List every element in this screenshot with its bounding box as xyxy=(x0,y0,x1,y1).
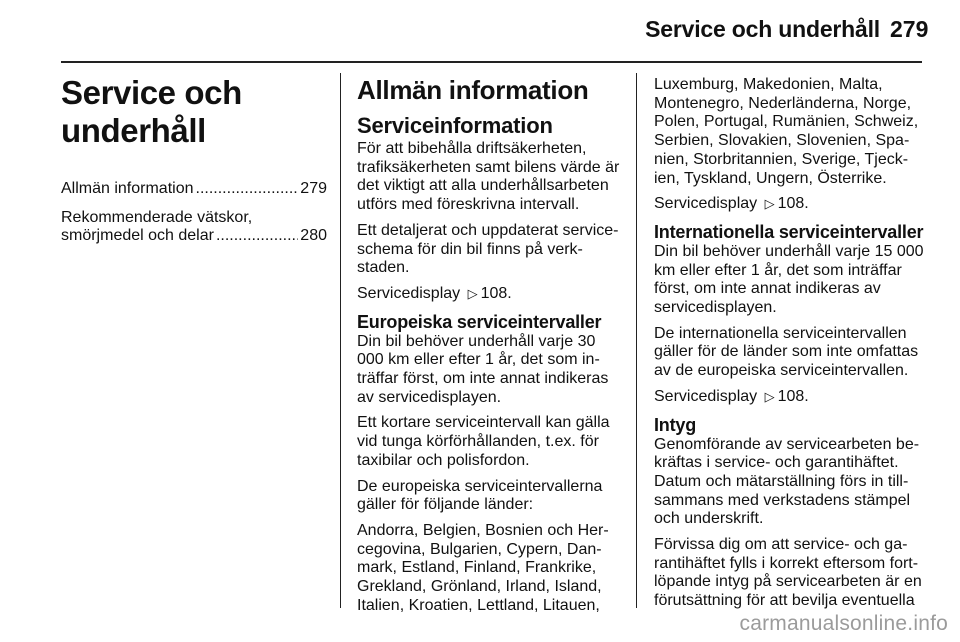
watermark: carmanualsonline.info xyxy=(739,612,948,635)
paragraph: Genomförande av servicearbeten bekräftas i service- och garantihäftet. Datum och mätarställning förs in tillsammans med verkstadens stämpel och underskrift. xyxy=(654,435,920,528)
toc-entry-vatskor[interactable] xyxy=(61,209,327,246)
subsection-title-europeiska: Europeiska serviceintervaller xyxy=(357,311,602,332)
paragraph: Din bil behöver underhåll varje 15 000 km eller efter 1 år, det som inträffar först, om inte annat indikeras av servicedisplayen. xyxy=(654,242,924,317)
paragraph: Förvissa dig om att service- och garantihäftet fylls i korrekt eftersom fortlöpande intyg på servicearbeten är en förutsättning för att bevilja eventuella xyxy=(654,536,922,610)
toc-leader-dots xyxy=(196,180,299,199)
toc-entry-allman[interactable] xyxy=(61,180,327,199)
cross-reference-label: Servicedisplay xyxy=(357,284,461,302)
paragraph: Luxemburg, Makedonien, Malta, Montenegro, Nederländerna, Norge, Polen, Portugal, Rumänien, Schweiz, Serbien, Slovakien, Slovenien, Spanien, Storbritannien, Sverige, Tjeckien, Tyskland, Ungern, Österrike. xyxy=(654,76,919,187)
cross-reference-page: 108. xyxy=(480,284,512,302)
cross-reference-label: Servicedisplay xyxy=(654,195,758,213)
cross-reference[interactable] xyxy=(654,388,924,407)
paragraph: För att bibehålla driftsäkerheten, trafiksäkerheten samt bilens värde är det viktigt att alla underhållsarbeten utförs med föreskrivna intervall. xyxy=(357,140,620,214)
toc-entry-label: Rekommenderade vätskor, xyxy=(61,208,253,226)
page-number: 279 xyxy=(890,16,929,42)
chapter-column xyxy=(61,74,327,256)
subsection-title-internationella: Internationella serviceintervaller xyxy=(654,221,924,242)
subsection-title-intyg: Intyg xyxy=(654,414,696,435)
section-title: Allmän information xyxy=(357,75,589,105)
content-column-2 xyxy=(357,74,623,622)
column-divider-1 xyxy=(340,73,341,608)
paragraph: De europeiska serviceintervallerna gäller för följande länder: xyxy=(357,477,603,514)
toc-entry-label-cont: smörjmedel och delar xyxy=(61,227,214,245)
paragraph: Ett detaljerat och uppdaterat serviceschema för din bil finns på verkstaden. xyxy=(357,221,619,277)
toc-entry-page: 279 xyxy=(300,180,327,197)
paragraph: De internationella serviceintervallen gäller för de länder som inte omfattas av de europeiska serviceintervallen. xyxy=(654,324,919,380)
cross-reference-label: Servicedisplay xyxy=(654,387,758,405)
cross-reference-page: 108. xyxy=(777,387,809,405)
reference-arrow-icon: ▷ xyxy=(764,196,775,212)
header-rule xyxy=(61,61,922,63)
cross-reference[interactable] xyxy=(357,285,623,304)
cross-reference-page: 108. xyxy=(777,195,809,213)
toc-leader-dots xyxy=(216,227,298,246)
subsection-title-serviceinfo: Serviceinformation xyxy=(357,113,553,138)
chapter-title: Service och underhåll xyxy=(61,74,242,149)
cross-reference[interactable] xyxy=(654,195,924,214)
reference-arrow-icon: ▷ xyxy=(467,285,478,301)
running-header-title: Service och underhåll xyxy=(645,16,880,42)
reference-arrow-icon: ▷ xyxy=(764,388,775,404)
content-column-3 xyxy=(654,74,924,618)
paragraph: Din bil behöver underhåll varje 30 000 km eller efter 1 år, det som inträffar först, om inte annat indikeras av servicedisplayen. xyxy=(357,332,609,406)
toc-entry-label: Allmän information xyxy=(61,180,194,197)
column-divider-2 xyxy=(636,73,637,608)
paragraph: Ett kortare serviceintervall kan gälla vid tunga körförhållanden, t.ex. för taxibilar och polisfordon. xyxy=(357,414,610,469)
toc-entry-page: 280 xyxy=(300,227,327,245)
paragraph: Andorra, Belgien, Bosnien och Hercegovina, Bulgarien, Cypern, Danmark, Estland, Finland, Frankrike, Grekland, Grönland, Irland, Island, Italien, Kroatien, Lettland, Litauen, xyxy=(357,521,609,614)
